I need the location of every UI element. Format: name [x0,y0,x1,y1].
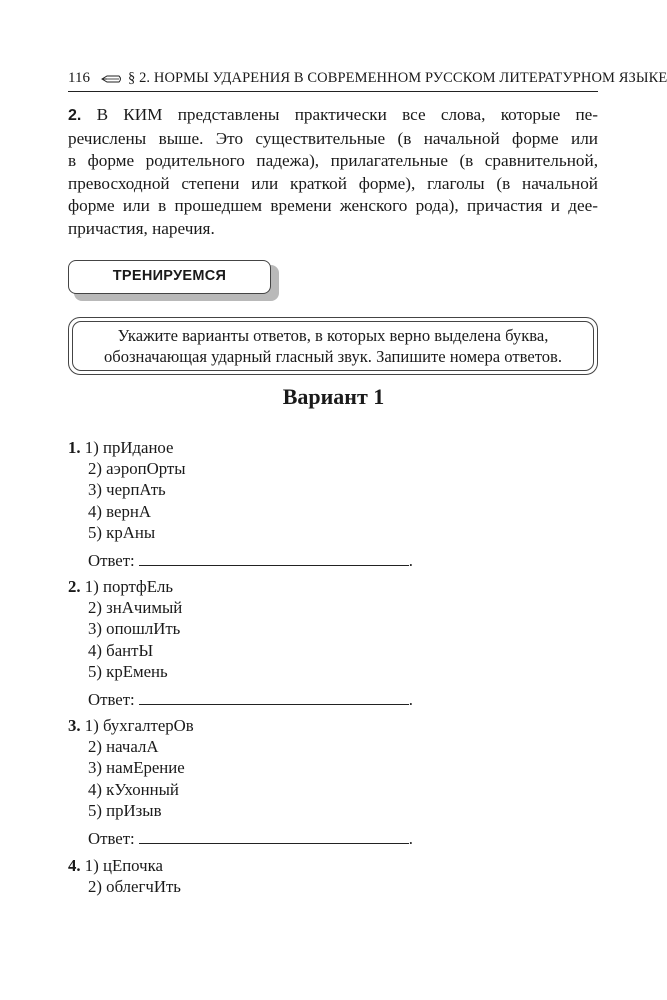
task-line: обозначающая ударный гласный звук. Запишите номера ответов. [103,347,563,366]
task-line: Укажите варианты ответов, в которых верно выделена буква, [117,326,549,345]
header-rule [68,91,598,92]
option: 1) прИданое [84,438,174,457]
question-2 [68,576,598,710]
question-number: 4. [68,856,81,875]
paragraph-line: причастия, наречия. [68,218,215,238]
option: 2) знАчимый [88,598,183,618]
page-number: 116 [68,70,90,86]
answer-blank[interactable] [139,550,409,566]
option: 1) цЕпочка [84,856,163,875]
option: 3) черпАть [88,480,166,500]
page-header [68,68,667,90]
option: 5) прИзыв [88,800,162,820]
option: 4) вернА [88,501,151,521]
task-box [72,321,594,371]
option: 2) началА [88,737,159,757]
question-4 [68,855,598,897]
paragraph-line: форме или в прошедшем времени женского рода), причастия и дее- [68,196,598,216]
option: 2) аэропОрты [88,459,186,479]
answer-blank[interactable] [139,689,409,705]
answer-blank[interactable] [139,828,409,844]
pen-nib-icon [101,74,123,84]
paragraph-line: превосходной степени или краткой форме), глаголы (в начальной [68,173,598,193]
option: 3) намЕрение [88,758,185,778]
option: 4) бантЫ [88,640,154,660]
answer-line: Ответ: . [88,828,413,848]
option: 5) крЕмень [88,661,168,681]
answer-line: Ответ: . [88,689,413,709]
option: 3) опошлИть [88,619,181,639]
question-1 [68,437,598,571]
question-number: 2. [68,577,81,596]
question-number: 1. [68,438,81,457]
question-3 [68,715,598,849]
intro-paragraph [68,104,598,241]
option: 1) бухгалтерОв [84,716,194,735]
paragraph-line: 2. В КИМ представлены практически все слова, которые пе- [68,105,598,124]
variant-title: Вариант 1 [282,384,385,409]
paragraph-line: речислены выше. Это существительные (в начальной форме или [68,128,598,148]
option: 5) крАны [88,522,156,542]
paragraph-line: в форме родительного падежа), прилагательные (в сравнительной, [68,151,598,171]
option: 4) кУхонный [88,779,179,799]
option: 1) портфЕль [84,577,173,596]
section-title: § 2. НОРМЫ УДАРЕНИЯ В СОВРЕМЕННОМ РУССКОМ ЛИТЕРАТУРНОМ ЯЗЫКЕ [128,70,667,86]
training-tab: ТРЕНИРУЕМСЯ [68,260,271,294]
answer-line: Ответ: . [88,550,413,570]
option: 2) облегчИть [88,877,181,897]
question-number: 3. [68,716,81,735]
paragraph-number: 2. [68,107,82,124]
